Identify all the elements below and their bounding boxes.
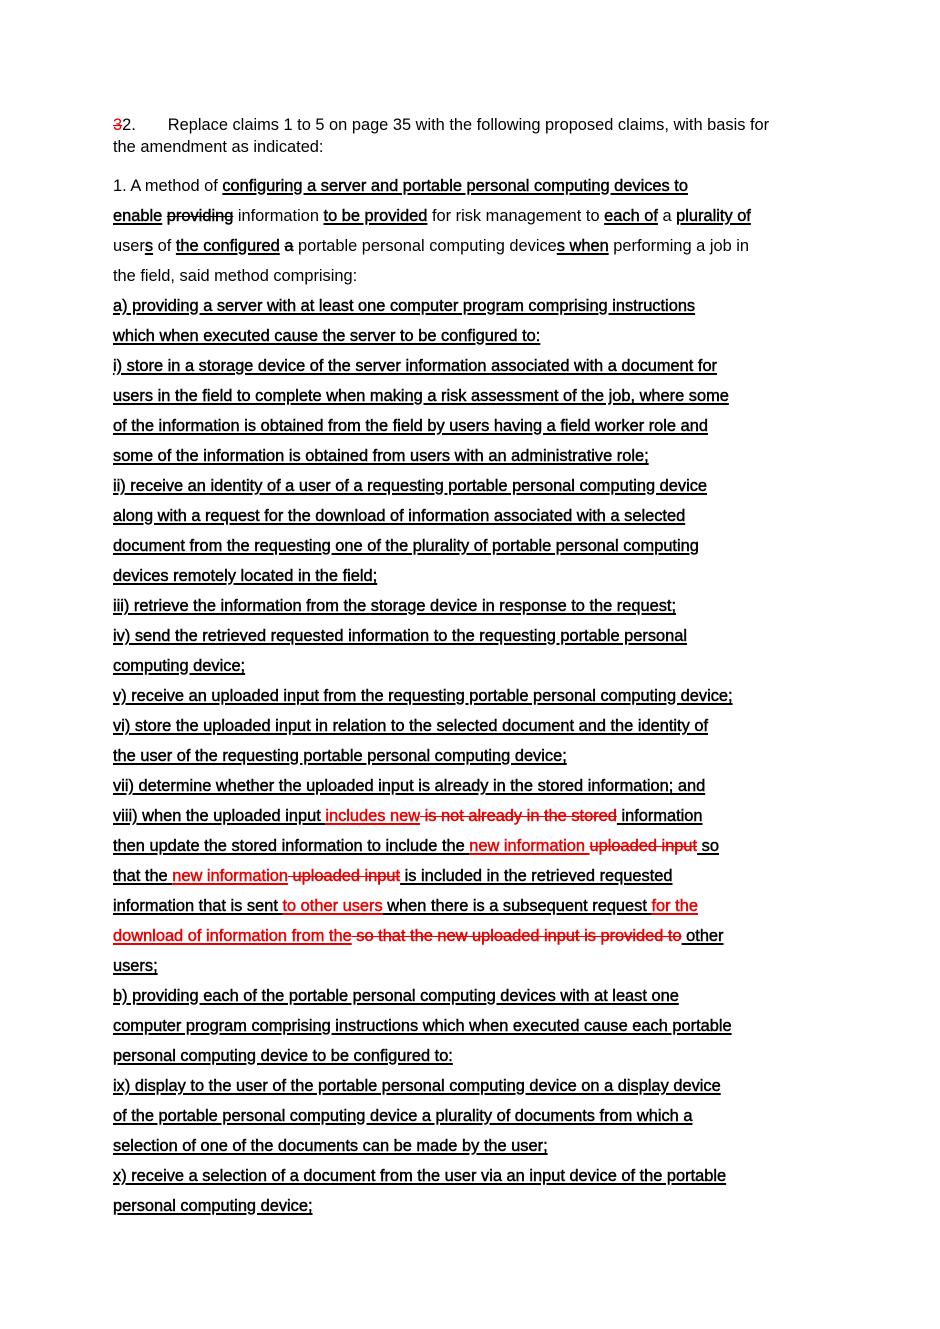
claim-line (113, 981, 833, 1011)
claim-text-segment: for risk management to (427, 207, 605, 225)
claim-text-segment: document from the requesting one of the plurality of portable personal computing (113, 537, 699, 555)
instruction-paragraph (113, 114, 833, 158)
claim-line (113, 591, 833, 621)
claim-line (113, 261, 833, 291)
claim-text-segment: enable (113, 207, 163, 225)
claim-text-segment: b) providing each of the portable personal computing devices with at least one (113, 987, 679, 1005)
claim-text-segment: is included in the retrieved requested (400, 867, 673, 885)
claim-text-segment: then update the stored information to include the (113, 837, 470, 855)
claim-text-segment: which when executed cause the server to be configured to: (113, 327, 541, 345)
claim-line (113, 771, 833, 801)
claim-text-segment: each of (604, 207, 658, 225)
inserted-amendment-text: for the (651, 897, 698, 915)
claim-line (113, 861, 833, 891)
claim-text-segment: users in the field to complete when making a risk assessment of the job, where some (113, 387, 729, 405)
claim-line (113, 1101, 833, 1131)
claim-line (113, 1131, 833, 1161)
claim-line (113, 531, 833, 561)
claim-text-segment: user (113, 237, 145, 255)
claim-text-segment: so (697, 837, 719, 855)
claim-text-segment: ix) display to the user of the portable personal computing device on a display device (113, 1077, 721, 1095)
claim-text (113, 171, 833, 1221)
claim-text-segment: i) store in a storage device of the server information associated with a document for (113, 357, 718, 375)
claim-text-segment: v) receive an uploaded input from the requesting portable personal computing device; (113, 687, 733, 705)
claim-line (113, 1161, 833, 1191)
claim-line (113, 741, 833, 771)
claim-text-segment: to be provided (323, 207, 428, 225)
claim-text-segment: of the portable personal computing device a plurality of documents from which a (113, 1107, 693, 1125)
deleted-amendment-text: so that the new uploaded input is provided to (351, 927, 682, 945)
claim-line (113, 471, 833, 501)
inserted-amendment-text: to other users (282, 897, 383, 915)
claim-line (113, 1011, 833, 1041)
claim-text-segment: information (233, 207, 324, 225)
claim-line (113, 1191, 833, 1221)
paragraph-number: 2. (122, 116, 136, 134)
claim-line (113, 1071, 833, 1101)
instruction-text-line-1: Replace claims 1 to 5 on page 35 with the following proposed claims, with basis for (167, 116, 770, 134)
claim-text-segment: a (657, 207, 677, 225)
claim-line (113, 231, 833, 261)
claim-text-segment: when there is a subsequent request (382, 897, 652, 915)
claim-text-segment: personal computing device to be configured to: (113, 1047, 453, 1065)
claim-line (113, 441, 833, 471)
claim-text-segment: ii) receive an identity of a user of a requesting portable personal computing device (113, 477, 708, 495)
claim-text-segment: iii) retrieve the information from the storage device in response to the request; (113, 597, 677, 615)
claim-line (113, 201, 833, 231)
claim-line (113, 801, 833, 831)
claim-line (113, 621, 833, 651)
claim-text-segment: s (144, 237, 154, 255)
claim-text-segment: that the (113, 867, 173, 885)
claim-text-segment: information (616, 807, 703, 825)
claim-text-segment: other (681, 927, 724, 945)
deleted-text: a (284, 237, 294, 255)
claim-line (113, 681, 833, 711)
claim-text-segment: a) providing a server with at least one computer program comprising instructions (113, 297, 696, 315)
claim-text-segment: devices remotely located in the field; (113, 567, 378, 585)
inserted-amendment-text: includes new (325, 807, 421, 825)
claim-text-segment: the configured (175, 237, 280, 255)
claim-text-segment: vi) store the uploaded input in relation to the selected document and the identity of (113, 717, 709, 735)
deleted-amendment-text: uploaded input (589, 837, 698, 855)
claim-text-segment: performing a job in (608, 237, 750, 255)
inserted-amendment-text: new information (469, 837, 590, 855)
claim-line (113, 561, 833, 591)
inserted-amendment-text: download of information from the (113, 927, 352, 945)
claim-text-segment: personal computing device; (113, 1197, 313, 1215)
claim-text-segment: portable personal computing device (293, 237, 557, 255)
claim-text-segment: iv) send the retrieved requested information to the requesting portable personal (113, 627, 688, 645)
claim-line (113, 171, 833, 201)
claim-text-segment: computer program comprising instructions which when executed cause each portable (113, 1017, 732, 1035)
instruction-text-line-2: the amendment as indicated: (113, 138, 324, 156)
claim-line (113, 711, 833, 741)
claim-text-segment: the field, said method comprising: (113, 267, 358, 285)
deleted-number: 3 (113, 116, 123, 134)
claim-text-segment: of the information is obtained from the field by users having a field worker role and (113, 417, 708, 435)
claim-line (113, 501, 833, 531)
claim-text-segment: some of the information is obtained from users with an administrative role; (113, 447, 649, 465)
claim-text-segment: information that is sent (113, 897, 283, 915)
claim-text-segment: plurality of (676, 207, 751, 225)
claim-text-segment: x) receive a selection of a document from the user via an input device of the portable (113, 1167, 727, 1185)
claim-line (113, 411, 833, 441)
claim-line (113, 321, 833, 351)
deleted-amendment-text: uploaded input (287, 867, 401, 885)
claim-line (113, 891, 833, 921)
claim-text-segment: configuring a server and portable personal computing devices to (222, 177, 688, 195)
claim-text-segment: 1. A method of (113, 177, 223, 195)
inserted-amendment-text: new information (172, 867, 288, 885)
claim-line (113, 1041, 833, 1071)
claim-text-segment: computing device; (113, 657, 246, 675)
claim-line (113, 291, 833, 321)
claim-line (113, 831, 833, 861)
claim-line (113, 351, 833, 381)
claim-text-segment: along with a request for the download of information associated with a selected (113, 507, 686, 525)
claim-text-segment: viii) when the uploaded input (113, 807, 326, 825)
claim-text-segment: s when (556, 237, 609, 255)
claim-line (113, 921, 833, 951)
deleted-text: providing (166, 207, 234, 225)
claim-line (113, 651, 833, 681)
claim-line (113, 381, 833, 411)
claim-text-segment: the user of the requesting portable personal computing device; (113, 747, 567, 765)
claim-text-segment: of (153, 237, 176, 255)
claim-text-segment: users; (113, 957, 158, 975)
claim-text-segment: vii) determine whether the uploaded input is already in the stored information; and (113, 777, 706, 795)
claim-line (113, 951, 833, 981)
deleted-amendment-text: is not already in the stored (420, 807, 617, 825)
claim-text-segment: selection of one of the documents can be made by the user; (113, 1137, 548, 1155)
